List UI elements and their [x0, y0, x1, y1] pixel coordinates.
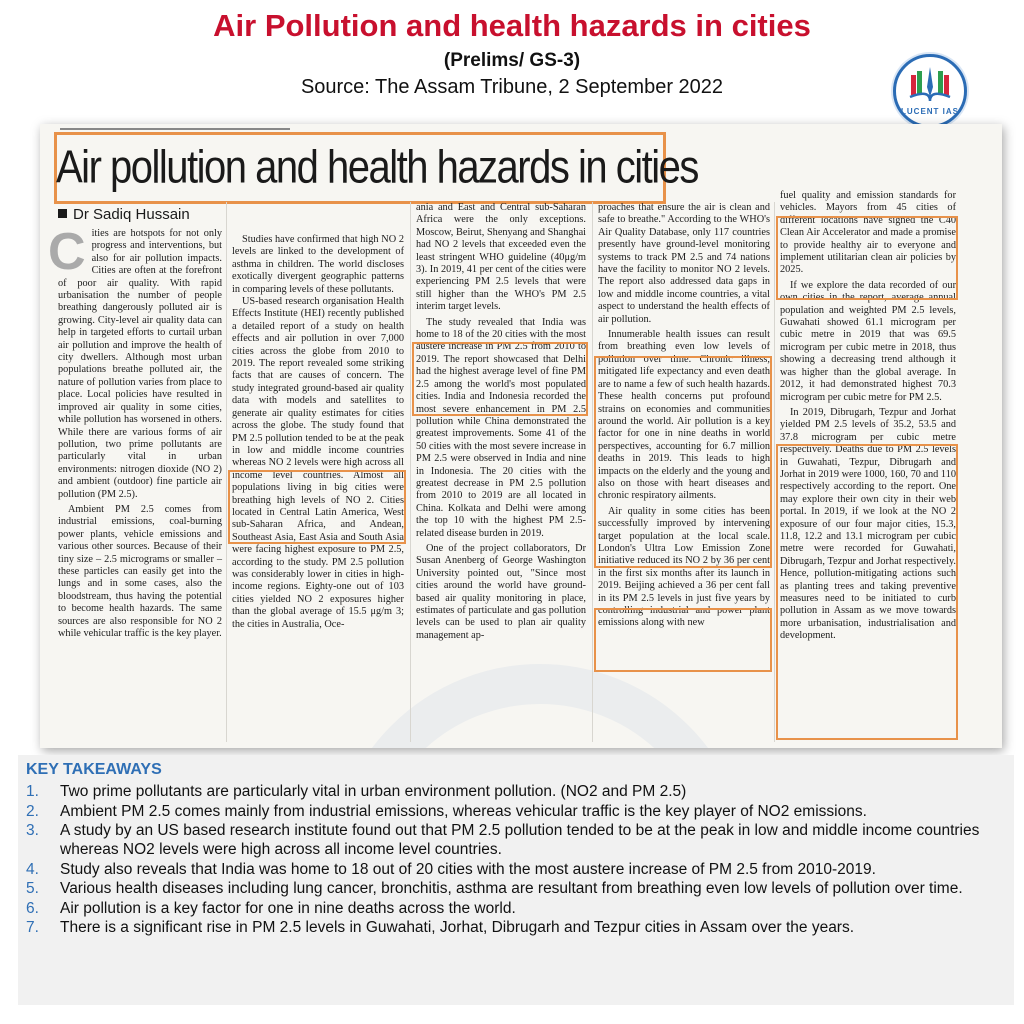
key-takeaways-heading: KEY TAKEAWAYS — [26, 761, 162, 778]
page-subtitle: (Prelims/ GS-3) — [443, 50, 581, 71]
article-paragraph: In 2019, Dibrugarh, Tezpur and Jorhat yielded PM 2.5 levels of 35.2, 53.5 and 37.8 microgram per cubic metre respectively. Deaths due to PM 2.5 levels in Guwahati, Tezpur, Dibrugarh and Jorhat in 2019 were 1000, 160, 70 and 110 respectively according to the report. One may explore their own city in their web portal. In 2019, if we look at the NO 2 exposure of our four major cities, 15.3, 11.8, 12.2 and 13.1 microgram per cubic metre were recorded for Guwahati, Dibrugarh, Tezpur and Jorhat respectively. Hence, pollution-mitigating actions such as planting trees and taking preventive measures need to be initiated to curb pollution in Assam as we move towards more urbanisation, industrialisation and development. — [780, 406, 956, 642]
page-title: Air Pollution and health hazards in cities — [213, 8, 811, 43]
article-paragraph: The study revealed that India was home to 18 of the 20 cities with the most austere increase in PM 2.5 from 2010 to 2019. The report showcased that Delhi had the highest average level of fine PM 2.5 among the world's most populated cities. India and Indonesia recorded the most severe enhancement in PM 2.5 pollution while China demonstrated the greatest improvements. Some 41 of the 50 cities with the most severe increase in PM 2.5 were observed in India and nine in Indonesia. The 20 cities with the greatest decrease in PM 2.5 pollution from 2010 to 2019 are all located in China. Kolkata and Delhi were among the top 10 with the highest PM 2.5-related disease burden in 2019. — [416, 316, 586, 539]
takeaway-item — [26, 782, 1006, 801]
takeaway-item — [26, 879, 1006, 898]
article-column-4 — [598, 202, 770, 630]
takeaway-number: 3. — [26, 822, 39, 839]
takeaway-text: Various health diseases including lung cancer, bronchitis, asthma are resultant from breathing even low levels of pollution over time. — [60, 880, 963, 897]
logo-text: LUCENT IAS — [901, 107, 959, 116]
takeaway-text: Study also reveals that India was home to 18 out of 20 cities with the most austere increase of PM 2.5 from 2010-2019. — [60, 860, 876, 878]
takeaway-text: Two prime pollutants are particularly vital in urban environment pollution. (NO2 and PM 2.5) — [60, 783, 687, 800]
takeaway-item — [26, 918, 1006, 937]
page-header — [0, 0, 1024, 120]
article-paragraph: One of the project collaborators, Dr Susan Anenberg of George Washington University pointed out, "Since most cities around the world have ground-based air quality monitoring in place, estimates of particulate and gas pollution levels can be used to plan air quality management ap- — [416, 542, 586, 641]
article-column-5 — [780, 190, 956, 643]
takeaway-text: A study by an US based research institute found out that PM 2.5 pollution tended to be at the peak in low and middle income countries whereas NO2 levels were high across all income level countries. — [60, 822, 980, 858]
article-column-1 — [48, 223, 222, 640]
byline-bullet-icon — [58, 209, 67, 218]
article-paragraph: Ambient PM 2.5 comes from industrial emissions, coal-burning power plants, vehicle emissions and various other sources. Because of their tiny size – 2.5 micrograms or smaller – these particles can easily get into the lungs and in some cases, also the bloodstream, thus having the potential to become health hazards. The same sources are also responsible for NO 2 while vehicular traffic is the key player. — [58, 503, 222, 639]
lucent-ias-logo — [893, 54, 967, 128]
takeaway-text: There is a significant rise in PM 2.5 levels in Guwahati, Jorhat, Dibrugarh and Tezpur cities in Assam over the years. — [60, 919, 855, 936]
column-rule — [774, 202, 775, 742]
paragraph-text: ities are hotspots for not only progress and interventions, but also for air pollution impacts. Cities are often at the forefront of poor air quality. With rapid urbanisation the number of people breathing dangerously polluted air is growing. City-level air quality data can help in targeted efforts to curtail urban air pollution and improve the health of city dwellers. Although most urban populations breathe polluted air, the nature of pollution varies from place to place. Local policies have resulted in improved air quality in some cities, while pollution has worsened in others. While there are various forms of air pollution, two prime pollutants are particularly vital in urban environments: nitrogen dioxide (NO 2) and ambient (outdoor) fine particle air pollution (PM 2.5). — [58, 228, 222, 500]
key-takeaways-panel — [18, 755, 1014, 1005]
article-headline: Air pollution and health hazards in cities — [56, 142, 698, 193]
article-paragraph: proaches that ensure the air is clean and safe to breathe." According to the WHO's Air Quality Database, only 117 countries presently have ground-level monitoring systems to track PM 2.5 and 74 nations have the facility to monitor NO 2 levels. The report also addressed data gaps in low and middle income countries, a vital aspect to understand the health effects of air pollution. — [598, 202, 770, 325]
clipping-rule — [60, 128, 290, 130]
article-paragraph: Innumerable health issues can result from breathing even low levels of pollution over time. Chronic illness, mitigated life expectancy and even death are to name a few of such health hazards. These health concerns put profound strains on economies and communities around the world. Air pollution is a key factor for one in nine deaths in world perspectives, accounting for 6.7 million deaths in 2019. This leads to high impacts on the elderly and the young and also on those with heart diseases and chronic respiratory ailments. — [598, 329, 770, 502]
takeaway-number: 1. — [26, 783, 39, 800]
takeaway-item — [26, 802, 1006, 821]
takeaway-item — [26, 860, 1006, 879]
takeaway-number: 4. — [26, 860, 39, 878]
page-source: Source: The Assam Tribune, 2 September 2022 — [300, 76, 724, 98]
article-column-2 — [232, 234, 404, 631]
takeaway-number: 2. — [26, 802, 39, 820]
article-byline — [58, 206, 190, 223]
article-paragraph: Studies have confirmed that high NO 2 levels are linked to the development of asthma in children. The world discloses exotically divergent geographic patterns in comparing levels of these pollutants. — [232, 234, 404, 295]
article-paragraph: ania and East and Central sub-Saharan Africa were the only exceptions. Moscow, Beirut, Shenyang and Shanghai had NO 2 levels that exceeded even the least stringent WHO guideline (40μg/m 3). In 2019, 41 per cent of the cities were experiencing PM 2.5 levels that were still higher than the WHO's PM 2.5 interim target levels. — [416, 202, 586, 313]
takeaway-number: 5. — [26, 880, 39, 897]
article-paragraph: If we explore the data recorded of our own cities in the report, average annual population and weighted PM 2.5 levels, Guwahati showed 61.1 microgram per cubic metre in 2019 that was 69.5 microgram per cubic metre in 2018, thus showing a decreasing trend although it was higher than the global average. In 2012, it had demonstrated highest 70.3 microgram per cubic metre for PM 2.5. — [780, 279, 956, 403]
takeaway-text: Ambient PM 2.5 comes mainly from industrial emissions, whereas vehicular traffic is the key player of NO2 emissions. — [60, 802, 867, 820]
byline-author: Dr Sadiq Hussain — [73, 206, 190, 223]
column-rule — [226, 202, 227, 742]
column-rule — [410, 202, 411, 742]
newspaper-clipping — [40, 124, 1002, 748]
article-paragraph — [48, 223, 222, 501]
takeaway-item — [26, 899, 1006, 918]
takeaway-number: 6. — [26, 899, 39, 917]
takeaway-number: 7. — [26, 919, 39, 936]
drop-cap: C — [48, 223, 86, 281]
article-paragraph: fuel quality and emission standards for vehicles. Mayors from 45 cities of different locations have signed the C40 Clean Air Accelerator and made a promise to provide healthy air to everyone and implement utilitarian clean air policies by 2025. — [780, 190, 956, 276]
key-takeaways-list — [26, 782, 1006, 938]
article-paragraph: Air quality in some cities has been successfully improved by intervening target population at the local scale. London's Ultra Low Emission Zone initiative reduced its NO 2 by 36 per cent in the first six months after its launch in 2019. Beijing achieved a 36 per cent fall in its PM 2.5 levels in just five years by controlling industrial and power plant emissions along with new — [598, 505, 770, 629]
article-column-3 — [416, 202, 586, 642]
watermark-seal — [330, 664, 750, 748]
column-rule — [592, 202, 593, 742]
takeaway-text: Air pollution is a key factor for one in nine deaths across the world. — [60, 899, 516, 917]
takeaway-item — [26, 821, 1006, 859]
article-paragraph: US-based research organisation Health Effects Institute (HEI) recently published a detailed report of a study on health effects and air pollution in over 7,000 cities across the globe from 2010 to 2019. The report revealed some striking facts that are causes of concern. The study integrated ground-based air quality data with models and satellites to generate air quality estimates for cities across the globe. The study found that PM 2.5 pollution tended to be at the peak in low and middle income countries whereas NO 2 levels were high across all income level countries. Almost all populations living in big cities were breathing high levels of NO 2. Cities located in Central Latin America, West sub-Saharan Africa, and Andean, Southeast Asia, East Asia and South Asia were facing highest exposure to PM 2.5, according to the study. PM 2.5 pollution was considerably lower in cities in high-income regions. Eighty-one out of 103 cities yielded NO 2 exposures higher than the global average of 15.5 μg/m 3; the cities in Australia, Oce- — [232, 296, 404, 630]
